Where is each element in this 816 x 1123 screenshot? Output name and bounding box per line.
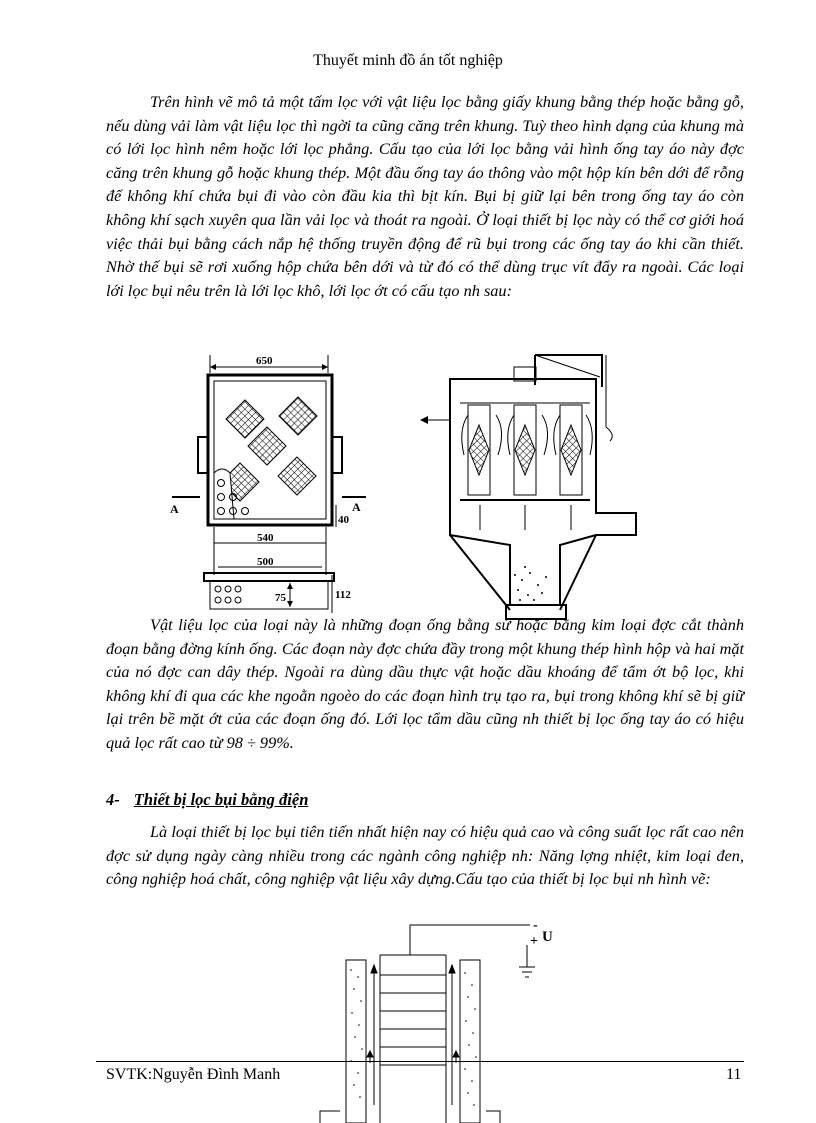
- paragraph-wet-filter: [106, 613, 744, 755]
- page-number: 11: [726, 1066, 742, 1083]
- paragraph-text: Là loại thiết bị lọc bụi tiên tiến nhất hiện nay có hiệu quả cao và công suất lọc rất cao nên đợc sử dụng ngày càng nhiều trong các ngành công nghiệp nh: Năng lợng nhiệt, kim loại đen, công nghiệp hoá chất, công nghiệp vật liệu xây dựng.Cấu tạo của thiết bị lọc bụi nh hình vẽ:: [106, 822, 744, 889]
- dim-112: 112: [335, 589, 351, 601]
- paragraph-text: Trên hình vẽ mô tả một tấm lọc với vật liệu lọc bằng giấy khung bằng thép hoặc bằng gỗ, nếu dùng vải làm vật liệu lọc thì ngời ta cũng căng trên khung. Tuỳ theo hình dạng của khung mà có lới lọc hình nêm hoặc lới lọc phẳng. Cấu tạo của lới lọc bằng vải hình ống tay áo này đợc căng trên khung gỗ hoặc khung thép. Một đầu ống tay áo thông vào một hộp kín bên dới để rỗng để không khí chứa bụi đi vào còn đầu kia thì bịt kín. Bụi bị giữ lại bên trong ống tay áo còn không khí sạch xuyên qua lần vải lọc và thoát ra ngoài. Ở loại thiết bị lọc này có thể cơ giới hoá việc thải bụi bằng cách nắp hệ thống truyền động để rũ bụi trong các ống tay áo khi cần thiết. Nhờ thế bụi sẽ rơi xuống hộp chứa bên dới và từ đó có thể dùng trục vít đẩy ra ngoài. Các loại lới lọc bụi nêu trên là lới lọc khô, lới lọc ớt có cấu tạo nh sau:: [106, 92, 744, 300]
- dim-75: 75: [275, 592, 286, 604]
- dim-650: 650: [256, 355, 273, 367]
- bag-filter-figure: [410, 345, 660, 635]
- footer-rule: [96, 1061, 744, 1062]
- section-number: 4-: [106, 790, 120, 809]
- electrostatic-filter-figure: [310, 915, 580, 1123]
- paragraph-filter-description: [106, 90, 744, 302]
- dim-540: 540: [257, 532, 274, 544]
- section-heading: [106, 790, 308, 810]
- page-header: Thuyết minh đồ án tốt nghiệp: [313, 52, 503, 69]
- section-title: Thiết bị lọc bụi bằng điện: [133, 790, 309, 809]
- dim-40: 40: [338, 514, 349, 526]
- plus-sign: +: [530, 934, 538, 949]
- footer-author: SVTK:Nguyễn Đình Manh: [106, 1066, 281, 1083]
- paragraph-electrostatic: [106, 820, 744, 891]
- label-a-right: A: [352, 500, 361, 514]
- filter-frame-figure: [160, 345, 370, 625]
- paragraph-text: Vật liệu lọc của loại này là những đoạn ống bằng sứ hoặc bằng kim loại đợc cắt thành đoạn bằng đờng kính ống. Các đoạn này đợc chứa đầy trong một khung thép hình hộp và hai mặt của nó đợc can dây thép. Ngoài ra dùng dầu thực vật hoặc dầu khoáng để tẩm ớt bộ lọc, khi không khí đi qua các khe ngoằn ngoèo do các đoạn hình trụ tạo ra, bụi trong không khí sẽ bị giữ lại trên bề mặt ớt của các đoạn ống đó. Lới lọc tẩm dầu cũng nh thiết bị lọc ống tay áo có hiệu quả lọc rất cao từ 98 ÷ 99%.: [106, 615, 744, 752]
- voltage-label: U: [542, 929, 553, 945]
- dim-500: 500: [257, 556, 274, 568]
- minus-sign: -: [533, 918, 538, 933]
- label-a-left: A: [170, 502, 179, 516]
